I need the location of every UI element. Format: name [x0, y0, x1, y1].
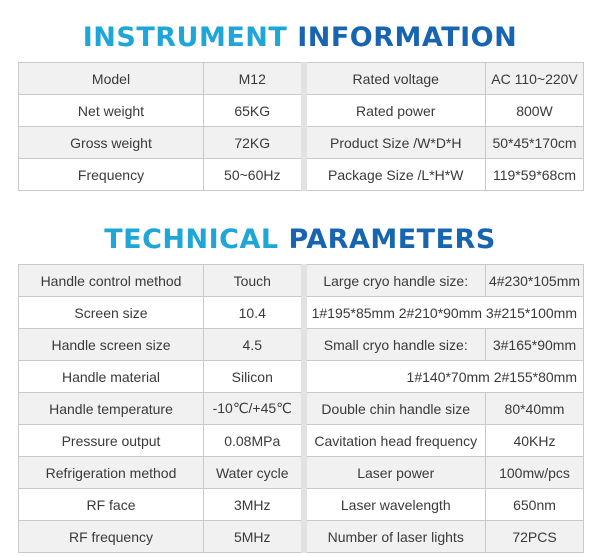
param-label: Refrigeration method	[19, 457, 204, 489]
param-label: Cavitation head frequency	[304, 425, 486, 457]
heading-word-technical: TECHNICAL	[104, 224, 279, 255]
heading-word-information: INFORMATION	[297, 22, 518, 53]
instrument-information-table	[18, 62, 584, 191]
param-value: -10℃/+45℃	[204, 393, 304, 425]
table-row	[19, 297, 584, 329]
param-label: Handle temperature	[19, 393, 204, 425]
param-value: Water cycle	[204, 457, 304, 489]
table-row	[19, 457, 584, 489]
table-row	[19, 393, 584, 425]
param-label: Number of laser lights	[304, 521, 486, 553]
param-value: 80*40mm	[486, 393, 584, 425]
param-value-wide: 1#140*70mm 2#155*80mm	[304, 361, 584, 393]
param-value-wide: 1#195*85mm 2#210*90mm 3#215*100mm	[304, 297, 584, 329]
table-row	[19, 425, 584, 457]
param-value: 40KHz	[486, 425, 584, 457]
param-value: 3#165*90mm	[486, 329, 584, 361]
table-row	[19, 127, 584, 159]
param-label: RF face	[19, 489, 204, 521]
table-row	[19, 521, 584, 553]
spec-label: Package Size /L*H*W	[304, 159, 486, 191]
instrument-information-heading	[0, 22, 600, 53]
spec-value: M12	[204, 63, 304, 95]
param-label: Pressure output	[19, 425, 204, 457]
param-label: Handle screen size	[19, 329, 204, 361]
table-row	[19, 329, 584, 361]
spec-label: Rated power	[304, 95, 486, 127]
technical-parameters-table	[18, 264, 584, 553]
spec-label: Rated voltage	[304, 63, 486, 95]
heading-word-parameters: PARAMETERS	[288, 224, 496, 255]
spec-label: Model	[19, 63, 204, 95]
table-row	[19, 361, 584, 393]
table-row	[19, 159, 584, 191]
param-value: 4.5	[204, 329, 304, 361]
param-label: Double chin handle size	[304, 393, 486, 425]
param-value: 650nm	[486, 489, 584, 521]
spec-value: 800W	[486, 95, 584, 127]
param-value: 72PCS	[486, 521, 584, 553]
param-label: Screen size	[19, 297, 204, 329]
param-value: 10.4	[204, 297, 304, 329]
param-label: Small cryo handle size:	[304, 329, 486, 361]
heading-word-instrument: INSTRUMENT	[82, 22, 288, 53]
param-value: 100mw/pcs	[486, 457, 584, 489]
spec-label: Frequency	[19, 159, 204, 191]
param-label: Laser wavelength	[304, 489, 486, 521]
spec-label: Product Size /W*D*H	[304, 127, 486, 159]
param-value: 0.08MPa	[204, 425, 304, 457]
technical-parameters-heading	[0, 224, 600, 255]
spec-value: AC 110~220V	[486, 63, 584, 95]
param-value: Touch	[204, 265, 304, 297]
spec-value: 50~60Hz	[204, 159, 304, 191]
param-label: RF frequency	[19, 521, 204, 553]
table-row	[19, 95, 584, 127]
param-label: Laser power	[304, 457, 486, 489]
spec-value: 65KG	[204, 95, 304, 127]
spec-value: 72KG	[204, 127, 304, 159]
param-label: Handle material	[19, 361, 204, 393]
spec-label: Gross weight	[19, 127, 204, 159]
table-row	[19, 265, 584, 297]
param-value: 5MHz	[204, 521, 304, 553]
param-value: Silicon	[204, 361, 304, 393]
spec-label: Net weight	[19, 95, 204, 127]
param-value: 3MHz	[204, 489, 304, 521]
spec-value: 50*45*170cm	[486, 127, 584, 159]
param-label: Large cryo handle size:	[304, 265, 486, 297]
table-row	[19, 489, 584, 521]
table-row	[19, 63, 584, 95]
param-label: Handle control method	[19, 265, 204, 297]
param-value: 4#230*105mm	[486, 265, 584, 297]
spec-value: 119*59*68cm	[486, 159, 584, 191]
